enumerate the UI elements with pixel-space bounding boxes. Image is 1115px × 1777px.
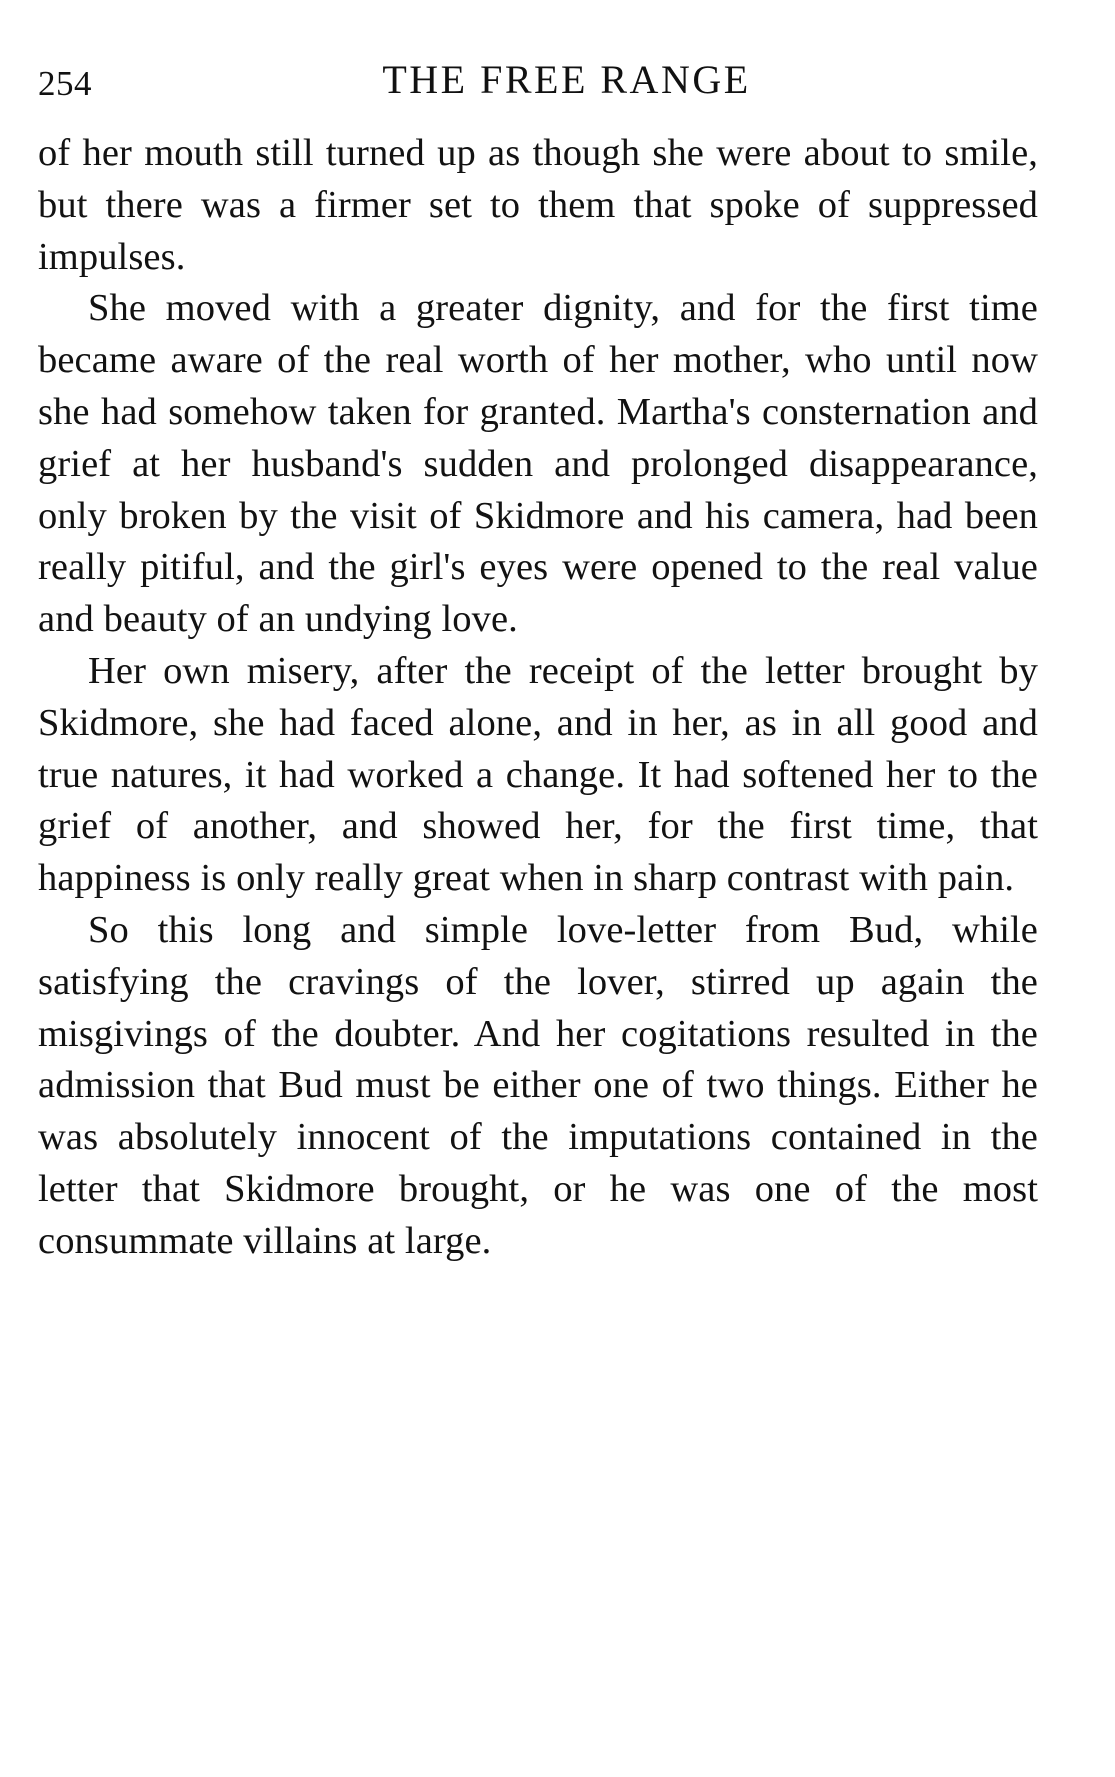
paragraph: She moved with a greater dignity, and for the first time became aware of the real worth of her mother, who until now she had somehow taken for granted. Martha's consternation and grief at her husband's sudden and prolonged disappearance, only broken by the visit of Skidmore and his camera, had been really pitiful, and the girl's eyes were opened to the real value and beauty of an undying love. xyxy=(38,287,1038,641)
page-header xyxy=(38,38,1077,112)
paragraph: So this long and simple love-letter from Bud, while satisfying the cravings of the lover, stirred up again the misgivings of the doubter. And her cogitations resulted in the admission that Bud must be either one of two things. Either he was absolutely innocent of the imputations contained in the letter that Skidmore brought, or he was one of the most consummate villains at large. xyxy=(38,908,1038,1262)
page-body xyxy=(38,128,1038,1268)
paragraph: of her mouth still turned up as though she were about to smile, but there was a firmer set to them that spoke of suppressed impulses. xyxy=(38,132,1038,278)
page-number: 254 xyxy=(38,64,92,103)
running-head-title: THE FREE RANGE xyxy=(382,57,751,102)
paragraph: Her own misery, after the receipt of the letter brought by Skidmore, she had faced alone, and in her, as in all good and true natures, it had worked a change. It had softened her to the grief of another, and showed her, for the first time, that happiness is only really great when in sharp contrast with pain. xyxy=(38,649,1038,900)
